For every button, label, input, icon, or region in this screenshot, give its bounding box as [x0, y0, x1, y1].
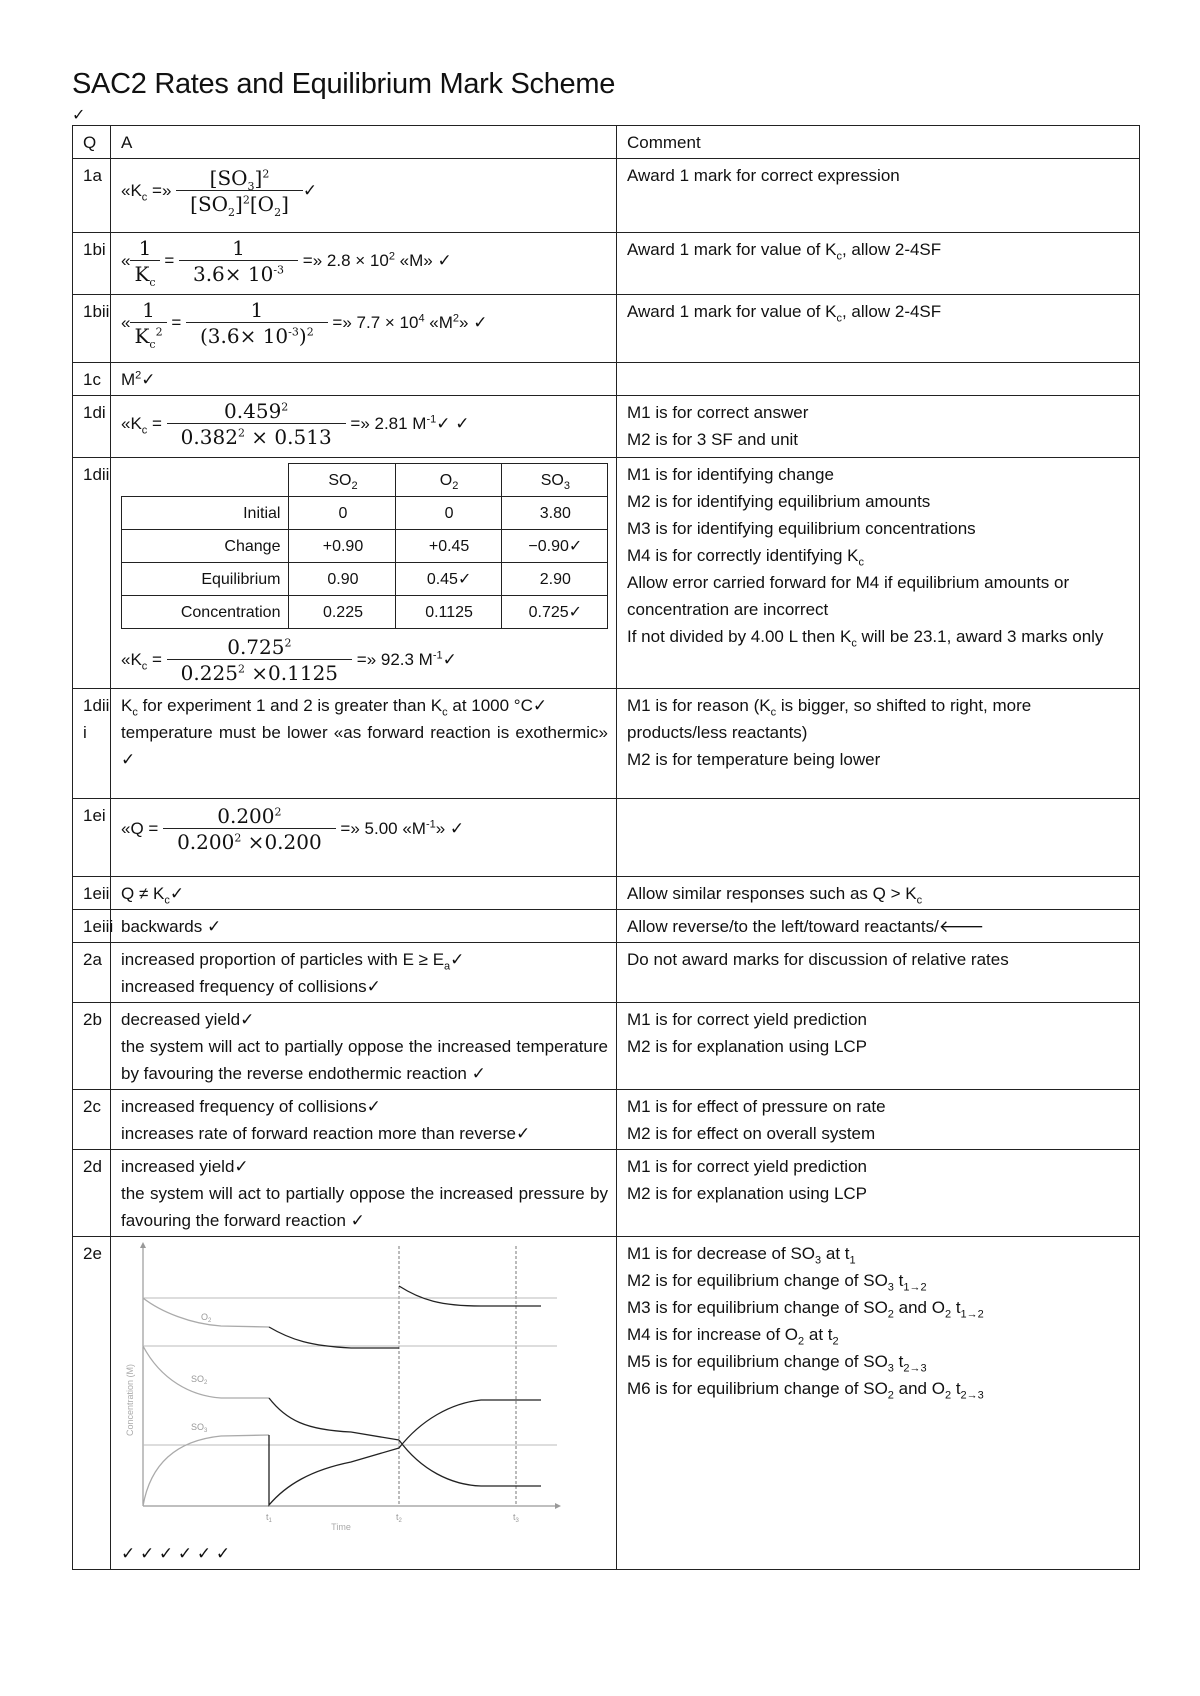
so2-curve-phase1: [143, 1346, 269, 1398]
o2-label: $O_2$: [201, 1312, 212, 1324]
comment-cell: Award 1 mark for value of $K_c$, allow 2-4SF: [617, 233, 1140, 295]
answer-cell: $M^2✓$: [111, 363, 617, 396]
header-a: A: [111, 126, 617, 159]
answer-cell: « $\frac{1}{K_c}$ = $\frac{1}{3.6\times 10^{-3}}$ =» $2.8 \times 10^2$ «M» ✓: [111, 233, 617, 295]
question-number: 2d: [73, 1150, 111, 1237]
row-1dii: [73, 458, 1140, 689]
page-title: SAC2 Rates and Equilibrium Mark Scheme: [72, 68, 616, 100]
question-number: 1eiii: [73, 910, 111, 943]
row-1bii: [73, 295, 1140, 363]
comment-cell: [617, 799, 1140, 877]
row-2e: [73, 1237, 1140, 1570]
row-2c: [73, 1090, 1140, 1150]
comment-cell: M1 is for correct answer M2 is for 3 SF and unit: [617, 396, 1140, 458]
answer-cell: $SO_2$ $O_2$ $SO_3$ Initial 0 0 3.80 Change +0.90 +0.45 −0.90✓ Equilibrium 0.90 0.45✓ 2.90 Concentration 0.225 0.1125 0.725✓ «$K_c$ = $\frac{0.725^2}{0.225^2 \times 0.1125}$ =» 92.3 $M^{-1}✓$: [111, 458, 617, 689]
question-number: 1dii: [73, 458, 111, 689]
answer-cell: $K_c$ for experiment 1 and 2 is greater than $K_c$ at 1000 °C✓ temperature must be lower «as forward reaction is exothermic» ✓: [111, 689, 617, 799]
so2-curve-phase2: [269, 1398, 399, 1440]
so3-curve-phase3: [399, 1400, 541, 1448]
answer-cell: increased proportion of particles with $E \ge E_a✓$ increased frequency of collisions✓: [111, 943, 617, 1003]
answer-cell: «Q = $\frac{0.200^2}{0.200^2 \times 0.200}$ =» 5.00 «$M^{-1}$» ✓: [111, 799, 617, 877]
answer-cell: increased frequency of collisions✓ increases rate of forward reaction more than reverse✓: [111, 1090, 617, 1150]
so3-label: $SO_3$: [191, 1422, 208, 1434]
question-number: 1di: [73, 396, 111, 458]
question-number: 1a: [73, 159, 111, 233]
comment-cell: M1 is for correct yield prediction M2 is for explanation using LCP: [617, 1003, 1140, 1090]
header-q: Q: [73, 126, 111, 159]
kc-expression: $\frac{[SO_3]^2}{[SO_2]^2[O_2]}$: [176, 166, 303, 217]
answer-cell: $Q \ne K_c✓$: [111, 877, 617, 910]
row-1diii: [73, 689, 1140, 799]
answer-cell: «$K_c$ = $\frac{0.459^2}{0.382^2 \times 0.513}$ =» 2.81 $M^{-1}✓$ ✓: [111, 396, 617, 458]
row-1a: [73, 159, 1140, 233]
table-row: Concentration 0.225 0.1125 0.725✓: [122, 596, 608, 629]
question-number: 1bii: [73, 295, 111, 363]
tick-mark: ✓: [72, 107, 86, 124]
t1-label: $t_1$: [266, 1512, 272, 1524]
row-1ei: [73, 799, 1140, 877]
header-comment: Comment: [617, 126, 1140, 159]
question-number: 2c: [73, 1090, 111, 1150]
mark-scheme-table: [72, 125, 1140, 1570]
comment-cell: [617, 363, 1140, 396]
row-1bi: [73, 233, 1140, 295]
comment-cell: M1 is for decrease of $SO_3$ at $t_1$ M2 is for equilibrium change of $SO_3$ $t_{1\to 2}$ M3 is for equilibrium change of $SO_2$ and $O_2$ $t_{1\to 2}$ M4 is for increase of $O_2$ at $t_2$ M5 is for equilibrium change of $SO_3$ $t_{2\to 3}$ M6 is for equilibrium change of $SO_2$ and $O_2$ $t_{2\to 3}$: [617, 1237, 1140, 1570]
row-1eiii: [73, 910, 1140, 943]
t2-label: $t_2$: [396, 1512, 402, 1524]
table-row: Change +0.90 +0.45 −0.90✓: [122, 530, 608, 563]
so2-label: $SO_2$: [191, 1374, 208, 1386]
comment-cell: Allow reverse/to the left/toward reactants/🡐: [617, 910, 1140, 943]
x-axis-label: Time: [331, 1522, 351, 1532]
answer-cell: backwards ✓: [111, 910, 617, 943]
header-row: [73, 126, 1140, 159]
comment-cell: Do not award marks for discussion of relative rates: [617, 943, 1140, 1003]
o2-curve-phase3: [399, 1286, 541, 1306]
row-1c: [73, 363, 1140, 396]
so3-curve-phase1: [143, 1435, 269, 1506]
answer-cell: increased yield✓ the system will act to partially oppose the increased pressure by favouring the forward reaction ✓: [111, 1150, 617, 1237]
ice-table: $SO_2$ $O_2$ $SO_3$ Initial 0 0 3.80 Change +0.90 +0.45 −0.90✓ Equilibrium 0.90 0.45✓ 2.90 Concentration 0.225 0.1125 0.725✓: [121, 463, 608, 629]
row-2a: [73, 943, 1140, 1003]
question-number: 2b: [73, 1003, 111, 1090]
comment-cell: Award 1 mark for correct expression: [617, 159, 1140, 233]
question-number: 1bi: [73, 233, 111, 295]
row-1eii: [73, 877, 1140, 910]
question-number: 1c: [73, 363, 111, 396]
question-number: 1ei: [73, 799, 111, 877]
row-1di: [73, 396, 1140, 458]
page: [72, 68, 1140, 1570]
comment-cell: M1 is for reason ($K_c$ is bigger, so shifted to right, more products/less reactants) M2 is for temperature being lower: [617, 689, 1140, 799]
concentration-time-graph: [121, 1240, 561, 1540]
comment-cell: M1 is for effect of pressure on rate M2 is for effect on overall system: [617, 1090, 1140, 1150]
so2-curve-phase3: [399, 1440, 541, 1486]
o2-curve-phase2: [269, 1327, 399, 1348]
comment-cell: M1 is for identifying change M2 is for identifying equilibrium amounts M3 is for identifying equilibrium concentrations M4 is for correctly identifying $K_c$ Allow error carried forward for M4 if equilibrium amounts or concentration are incorrect If not divided by 4.00 L then $K_c$ will be 23.1, award 3 marks only: [617, 458, 1140, 689]
question-number: 2a: [73, 943, 111, 1003]
y-axis-label: Concentration (M): [125, 1363, 135, 1437]
row-2d: [73, 1150, 1140, 1237]
answer-cell: « $\frac{1}{K_c^2}$ = $\frac{1}{(3.6\times 10^{-3})^2}$ =» $7.7 \times 10^4$ «$M^2$» ✓: [111, 295, 617, 363]
comment-cell: Award 1 mark for value of $K_c$, allow 2-4SF: [617, 295, 1140, 363]
comment-cell: M1 is for correct yield prediction M2 is for explanation using LCP: [617, 1150, 1140, 1237]
answer-cell: [111, 1237, 617, 1570]
graph-ticks: ✓ ✓ ✓ ✓ ✓ ✓: [121, 1544, 231, 1563]
question-number: 1dii i: [73, 689, 111, 799]
t3-label: $t_3$: [513, 1512, 519, 1524]
answer-cell: «$K_c$ =» $\frac{[SO_3]^2}{[SO_2]^2[O_2]}$ ✓: [111, 159, 617, 233]
question-number: 2e: [73, 1237, 111, 1570]
comment-cell: Allow similar responses such as $Q > K_c$: [617, 877, 1140, 910]
table-row: Equilibrium 0.90 0.45✓ 2.90: [122, 563, 608, 596]
answer-cell: decreased yield✓ the system will act to partially oppose the increased temperature by favouring the reverse endothermic reaction ✓: [111, 1003, 617, 1090]
table-row: Initial 0 0 3.80: [122, 497, 608, 530]
question-number: 1eii: [73, 877, 111, 910]
row-2b: [73, 1003, 1140, 1090]
